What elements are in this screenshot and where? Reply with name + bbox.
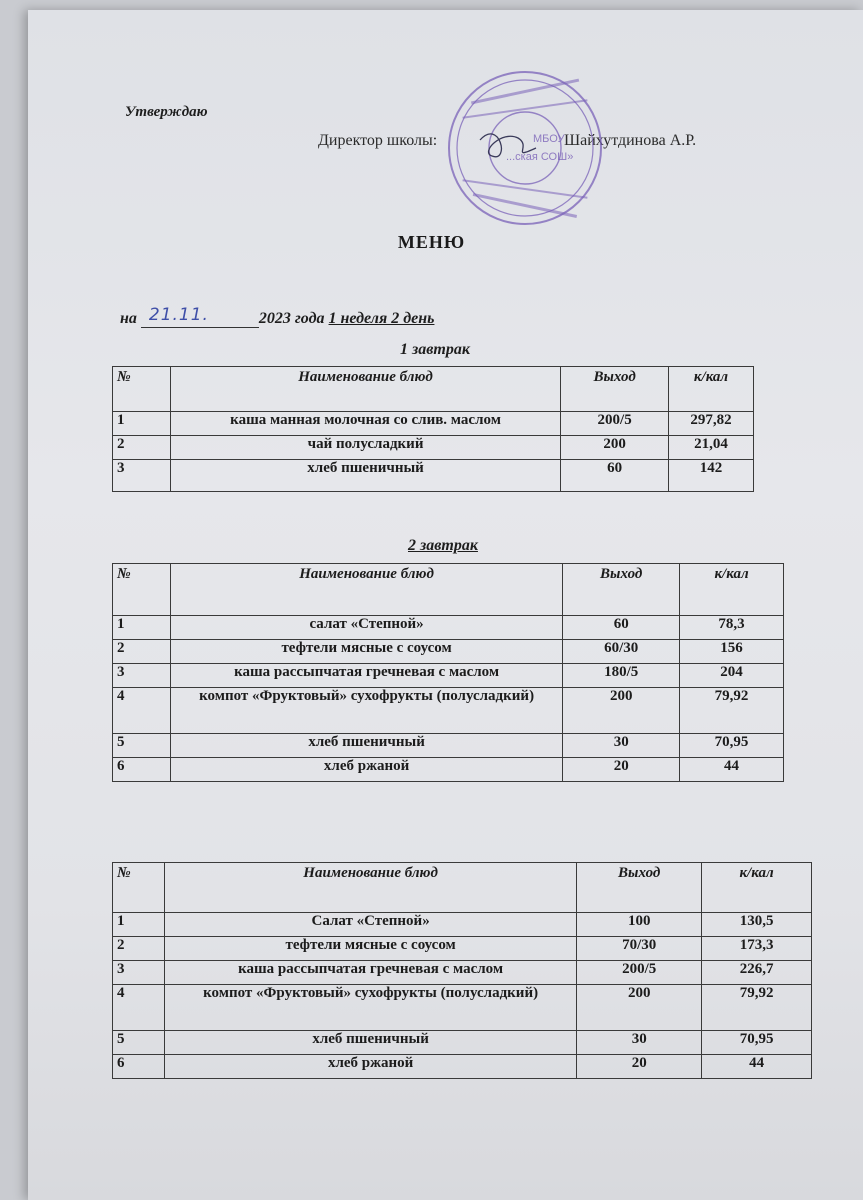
stamp-center-text: МБОУ — [533, 133, 565, 145]
table-row — [113, 616, 784, 640]
cell-kcal: 297,82 — [669, 412, 754, 436]
cell-output: 200/5 — [577, 961, 702, 985]
col-header-dish: Наименование блюд — [164, 863, 576, 913]
table-row — [113, 961, 812, 985]
cell-output: 70/30 — [577, 937, 702, 961]
cell-dish: каша рассыпчатая гречневая с маслом — [164, 961, 576, 985]
cell-dish: Салат «Степной» — [164, 913, 576, 937]
col-header-kcal: к/кал — [702, 863, 812, 913]
cell-num: 3 — [113, 460, 171, 492]
table-row — [113, 640, 784, 664]
cell-num: 6 — [113, 758, 171, 782]
cell-output: 200 — [563, 688, 680, 734]
cell-num: 2 — [113, 436, 171, 460]
cell-output: 180/5 — [563, 664, 680, 688]
table-row — [113, 913, 812, 937]
cell-num: 2 — [113, 937, 165, 961]
cell-num: 1 — [113, 616, 171, 640]
cell-output: 200/5 — [561, 412, 669, 436]
cell-num: 3 — [113, 664, 171, 688]
cell-dish: салат «Степной» — [170, 616, 562, 640]
table-row — [113, 436, 754, 460]
cell-output: 60 — [561, 460, 669, 492]
col-header-output: Выход — [577, 863, 702, 913]
cell-dish: хлеб пшеничный — [170, 460, 560, 492]
cell-kcal: 70,95 — [702, 1031, 812, 1055]
cell-kcal: 70,95 — [680, 734, 784, 758]
date-year: 2023 года — [258, 310, 325, 327]
cell-kcal: 130,5 — [702, 913, 812, 937]
section-label-breakfast-1: 1 завтрак — [400, 341, 470, 358]
table-header-row — [113, 863, 812, 913]
cell-output: 20 — [577, 1055, 702, 1079]
approve-label: Утверждаю — [125, 104, 208, 120]
school-stamp — [440, 68, 610, 228]
cell-kcal: 44 — [680, 758, 784, 782]
col-header-kcal: к/кал — [680, 564, 784, 616]
col-header-dish: Наименование блюд — [170, 367, 560, 412]
cell-kcal: 78,3 — [680, 616, 784, 640]
menu-table-breakfast-1 — [112, 366, 754, 492]
date-line — [120, 305, 435, 328]
cell-kcal: 79,92 — [680, 688, 784, 734]
date-prefix: на — [120, 310, 137, 327]
cell-output: 30 — [577, 1031, 702, 1055]
cell-output: 100 — [577, 913, 702, 937]
cell-kcal: 79,92 — [702, 985, 812, 1031]
table-row — [113, 758, 784, 782]
cell-dish: хлеб ржаной — [170, 758, 562, 782]
cell-num: 4 — [113, 985, 165, 1031]
col-header-output: Выход — [563, 564, 680, 616]
cell-num: 6 — [113, 1055, 165, 1079]
director-label: Директор школы: — [318, 132, 438, 149]
cell-num: 4 — [113, 688, 171, 734]
cell-dish: чай полусладкий — [170, 436, 560, 460]
col-header-output: Выход — [561, 367, 669, 412]
section-label-breakfast-2: 2 завтрак — [408, 537, 478, 554]
stamp-lower-text: ...ская СОШ» — [506, 151, 574, 163]
menu-table-lunch — [112, 862, 812, 1079]
cell-dish: каша манная молочная со слив. маслом — [170, 412, 560, 436]
cell-dish: каша рассыпчатая гречневая с маслом — [170, 664, 562, 688]
cell-num: 1 — [113, 913, 165, 937]
cell-kcal: 226,7 — [702, 961, 812, 985]
week-day: 1 неделя 2 день — [328, 310, 435, 327]
date-handwritten: 21.11. — [148, 305, 209, 325]
cell-num: 2 — [113, 640, 171, 664]
cell-output: 30 — [563, 734, 680, 758]
cell-output: 60 — [563, 616, 680, 640]
table-row — [113, 937, 812, 961]
cell-kcal: 142 — [669, 460, 754, 492]
table-row — [113, 1055, 812, 1079]
table-row — [113, 734, 784, 758]
cell-kcal: 156 — [680, 640, 784, 664]
cell-num: 5 — [113, 1031, 165, 1055]
menu-table-breakfast-2 — [112, 563, 784, 782]
date-blank — [141, 305, 259, 328]
table-row — [113, 664, 784, 688]
table-row — [113, 985, 812, 1031]
table-header-row — [113, 367, 754, 412]
cell-kcal: 173,3 — [702, 937, 812, 961]
cell-output: 200 — [561, 436, 669, 460]
cell-dish: хлеб пшеничный — [170, 734, 562, 758]
cell-num: 5 — [113, 734, 171, 758]
cell-num: 1 — [113, 412, 171, 436]
table-row — [113, 412, 754, 436]
cell-output: 20 — [563, 758, 680, 782]
cell-num: 3 — [113, 961, 165, 985]
cell-output: 60/30 — [563, 640, 680, 664]
col-header-num: № — [113, 863, 165, 913]
col-header-num: № — [113, 367, 171, 412]
col-header-num: № — [113, 564, 171, 616]
cell-dish: хлеб ржаной — [164, 1055, 576, 1079]
director-name: Шайхутдинова А.Р. — [564, 132, 697, 149]
cell-dish: хлеб пшеничный — [164, 1031, 576, 1055]
cell-output: 200 — [577, 985, 702, 1031]
cell-dish: тефтели мясные с соусом — [164, 937, 576, 961]
table-header-row — [113, 564, 784, 616]
cell-kcal: 204 — [680, 664, 784, 688]
cell-dish: компот «Фруктовый» сухофрукты (полусладкий) — [170, 688, 562, 734]
table-row — [113, 688, 784, 734]
cell-kcal: 21,04 — [669, 436, 754, 460]
cell-dish: тефтели мясные с соусом — [170, 640, 562, 664]
cell-kcal: 44 — [702, 1055, 812, 1079]
table-row — [113, 1031, 812, 1055]
col-header-kcal: к/кал — [669, 367, 754, 412]
cell-dish: компот «Фруктовый» сухофрукты (полусладкий) — [164, 985, 576, 1031]
col-header-dish: Наименование блюд — [170, 564, 562, 616]
table-row — [113, 460, 754, 492]
page-title: МЕНЮ — [397, 232, 466, 252]
